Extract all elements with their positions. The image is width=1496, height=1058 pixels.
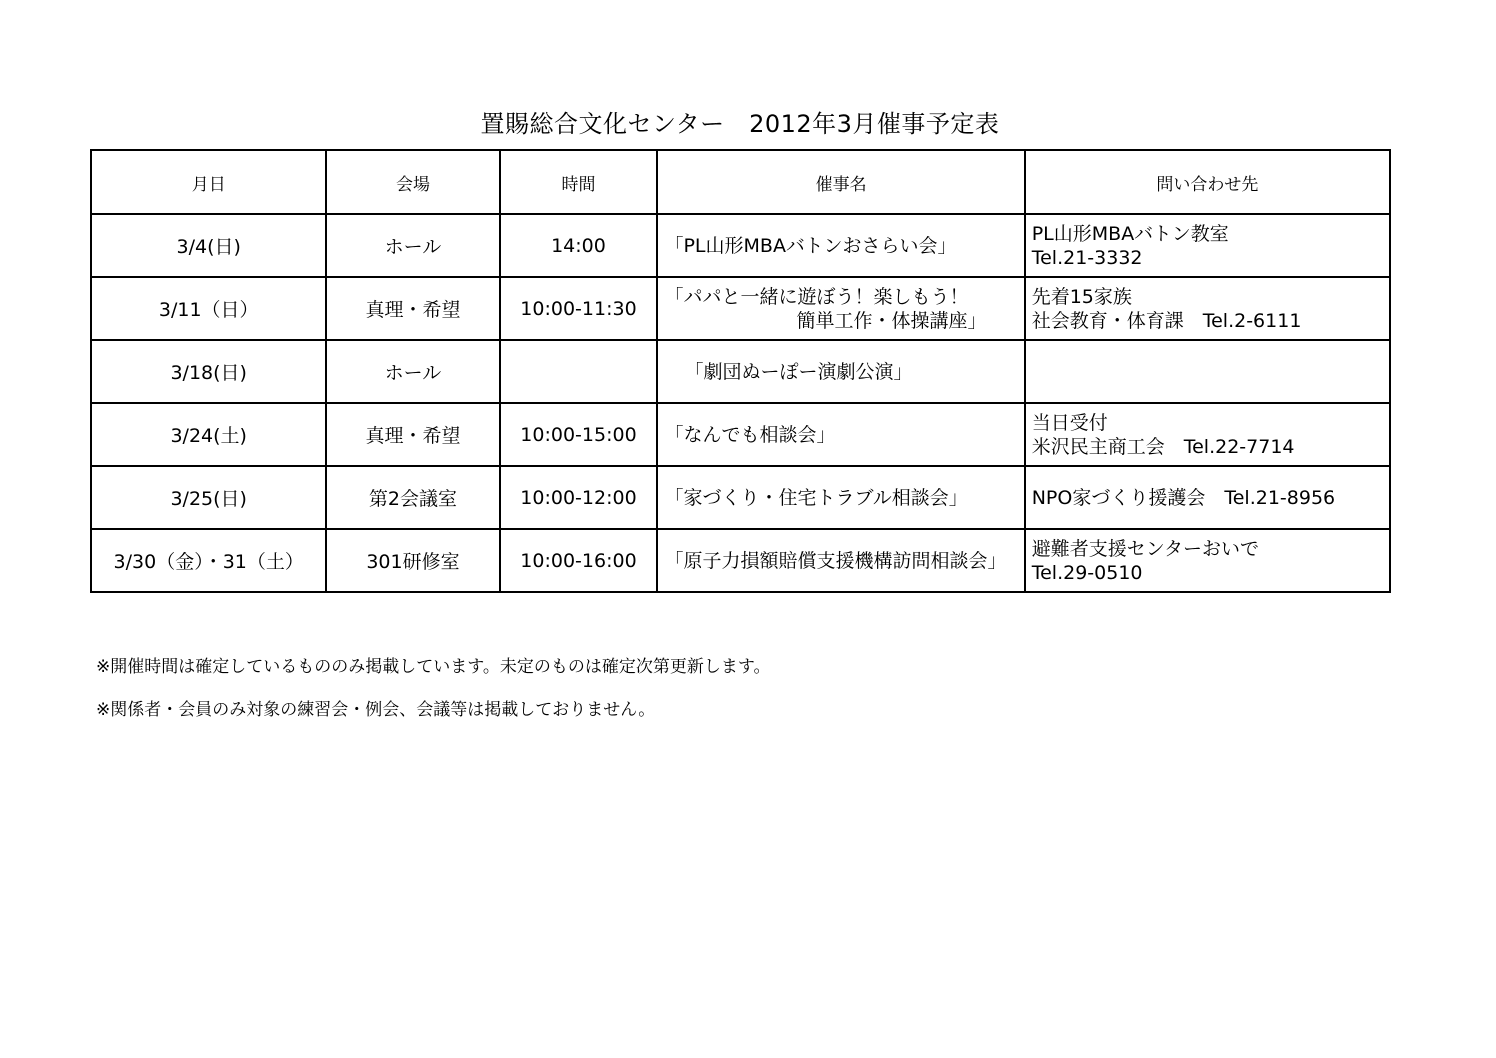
- cell-venue: 真理・希望: [326, 277, 499, 340]
- event-line: 「劇団ぬーぽー演劇公演」: [684, 360, 913, 383]
- cell-date: 3/25(日): [91, 466, 326, 529]
- cell-time: 10:00-11:30: [500, 277, 658, 340]
- table-row: [91, 277, 1390, 340]
- contact-line: 米沢民主商工会 Tel.22-7714: [1031, 435, 1295, 458]
- header-time: 時間: [500, 150, 658, 214]
- event-line: 「PL山形MBAバトンおさらい会」: [664, 234, 957, 257]
- cell-time: 10:00-12:00: [500, 466, 658, 529]
- cell-time: 14:00: [500, 214, 658, 277]
- table-row: [91, 529, 1390, 592]
- header-venue: 会場: [326, 150, 499, 214]
- cell-event: [657, 466, 1024, 529]
- cell-contact: [1025, 529, 1390, 592]
- table-row: [91, 340, 1390, 403]
- table-row: [91, 214, 1390, 277]
- contact-line: 社会教育・体育課 Tel.2-6111: [1031, 309, 1302, 332]
- cell-time: 10:00-15:00: [500, 403, 658, 466]
- cell-event: [657, 340, 1024, 403]
- contact-line: 避難者支援センターおいで: [1031, 537, 1259, 560]
- footnote: ※関係者・会員のみ対象の練習会・例会、会議等は掲載しておりません。: [96, 700, 656, 720]
- cell-event: [657, 529, 1024, 592]
- contact-line: NPO家づくり援護会 Tel.21-8956: [1031, 486, 1336, 509]
- event-line: 「なんでも相談会」: [664, 423, 836, 446]
- table-row: [91, 466, 1390, 529]
- contact-line: 当日受付: [1031, 411, 1108, 434]
- contact-line: PL山形MBAバトン教室: [1031, 222, 1229, 245]
- cell-event: [657, 403, 1024, 466]
- header-contact: 問い合わせ先: [1025, 150, 1390, 214]
- cell-time: [500, 340, 658, 403]
- event-line: 「家づくり・住宅トラブル相談会」: [664, 486, 968, 509]
- event-line: 「パパと一緒に遊ぼう！楽しもう！: [664, 285, 969, 308]
- table-header-row: [91, 150, 1390, 214]
- contact-line: Tel.21-3332: [1031, 246, 1143, 269]
- header-event: 催事名: [657, 150, 1024, 214]
- cell-contact: [1025, 340, 1390, 403]
- table-row: [91, 403, 1390, 466]
- contact-line: 先着15家族: [1031, 285, 1132, 308]
- cell-date: 3/24(土): [91, 403, 326, 466]
- cell-date: 3/4(日): [91, 214, 326, 277]
- cell-venue: ホール: [326, 340, 499, 403]
- cell-contact: [1025, 403, 1390, 466]
- cell-contact: [1025, 277, 1390, 340]
- cell-event: [657, 277, 1024, 340]
- event-line: 簡単工作・体操講座」: [796, 309, 987, 332]
- cell-contact: [1025, 466, 1390, 529]
- cell-venue: 301研修室: [326, 529, 499, 592]
- cell-event: [657, 214, 1024, 277]
- contact-line: Tel.29-0510: [1031, 561, 1143, 584]
- footnote: ※開催時間は確定しているもののみ掲載しています。未定のものは確定次第更新します。: [96, 657, 771, 677]
- cell-venue: ホール: [326, 214, 499, 277]
- page-title: 置賜総合文化センター 2012年3月催事予定表: [480, 110, 1000, 138]
- cell-date: 3/30（金）・31（土）: [91, 529, 326, 592]
- cell-date: 3/11（日）: [91, 277, 326, 340]
- cell-venue: 第2会議室: [326, 466, 499, 529]
- cell-contact: [1025, 214, 1390, 277]
- cell-date: 3/18(日): [91, 340, 326, 403]
- event-line: 「原子力損額賠償支援機構訪問相談会」: [664, 549, 1007, 572]
- cell-venue: 真理・希望: [326, 403, 499, 466]
- cell-time: 10:00-16:00: [500, 529, 658, 592]
- header-date: 月日: [91, 150, 326, 214]
- event-schedule-table: [90, 149, 1391, 593]
